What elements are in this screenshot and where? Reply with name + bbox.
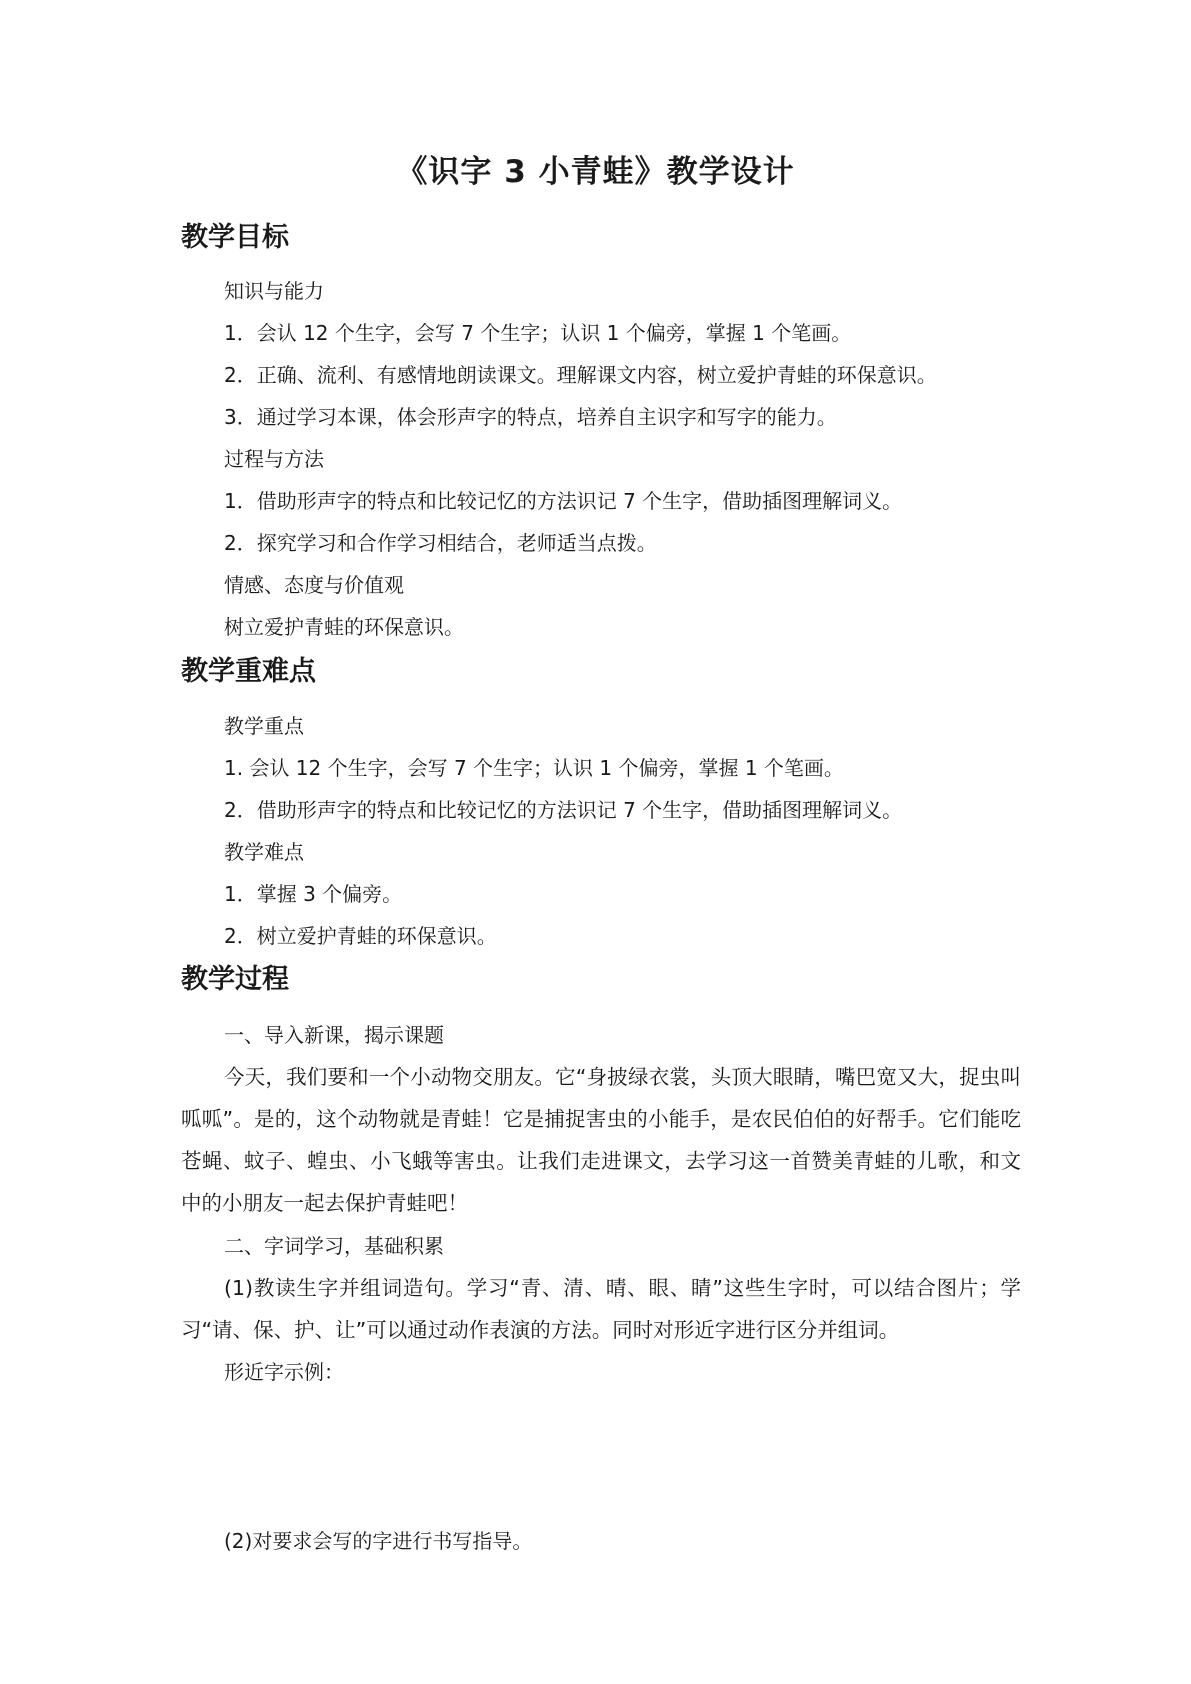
subheading-emotion: 情感、态度与价值观 bbox=[224, 573, 404, 597]
objective-process-1: 1．借助形声字的特点和比较记忆的方法识记 7 个生字，借助插图理解词义。 bbox=[224, 489, 903, 513]
similar-characters-label: 形近字示例： bbox=[224, 1360, 344, 1384]
section-heading-objectives: 教学目标 bbox=[181, 222, 289, 253]
difficulty-item-1: 1．掌握 3 个偏旁。 bbox=[224, 882, 403, 906]
subheading-difficulty: 教学难点 bbox=[224, 840, 304, 864]
objective-knowledge-3: 3．通过学习本课，体会形声字的特点，培养自主识字和写字的能力。 bbox=[224, 405, 837, 429]
section-heading-key-points: 教学重难点 bbox=[181, 656, 316, 687]
subheading-process-method: 过程与方法 bbox=[224, 447, 324, 471]
process-item-1: (1)教读生字并组词造句。学习“青、清、晴、眼、睛”这些生字时，可以结合图片；学习“请、保、护、让”可以通过动作表演的方法。同时对形近字进行区分并组词。 bbox=[181, 1276, 1021, 1342]
process-step-2: 二、字词学习，基础积累 bbox=[224, 1234, 444, 1258]
objective-process-2: 2．探究学习和合作学习相结合，老师适当点拨。 bbox=[224, 531, 657, 555]
difficulty-item-2: 2．树立爱护青蛙的环保意识。 bbox=[224, 924, 497, 948]
subheading-focus: 教学重点 bbox=[224, 714, 304, 738]
objective-knowledge-1: 1．会认 12 个生字，会写 7 个生字；认识 1 个偏旁，掌握 1 个笔画。 bbox=[224, 321, 852, 345]
intro-paragraph: 今天，我们要和一个小动物交朋友。它“身披绿衣裳，头顶大眼睛，嘴巴宽又大，捉虫叫呱呱”。是的，这个动物就是青蛙！它是捕捉害虫的小能手，是农民伯伯的好帮手。它们能吃苍蝇、蚊子、蝗虫、小飞蛾等害虫。让我们走进课文，去学习这一首赞美青蛙的儿歌，和文中的小朋友一起去保护青蛙吧！ bbox=[181, 1065, 1021, 1215]
section-heading-process: 教学过程 bbox=[181, 964, 289, 995]
objective-emotion-1: 树立爱护青蛙的环保意识。 bbox=[224, 615, 464, 639]
focus-item-2: 2．借助形声字的特点和比较记忆的方法识记 7 个生字，借助插图理解词义。 bbox=[224, 798, 903, 822]
page-title: 《识字 3 小青蛙》教学设计 bbox=[396, 154, 795, 190]
objective-knowledge-2: 2．正确、流利、有感情地朗读课文。理解课文内容，树立爱护青蛙的环保意识。 bbox=[224, 363, 937, 387]
process-step-1: 一、导入新课，揭示课题 bbox=[224, 1023, 444, 1047]
subheading-knowledge: 知识与能力 bbox=[224, 279, 324, 303]
process-item-2: (2)对要求会写的字进行书写指导。 bbox=[224, 1529, 533, 1553]
focus-item-1: 1. 会认 12 个生字，会写 7 个生字；认识 1 个偏旁，掌握 1 个笔画。 bbox=[224, 756, 844, 780]
